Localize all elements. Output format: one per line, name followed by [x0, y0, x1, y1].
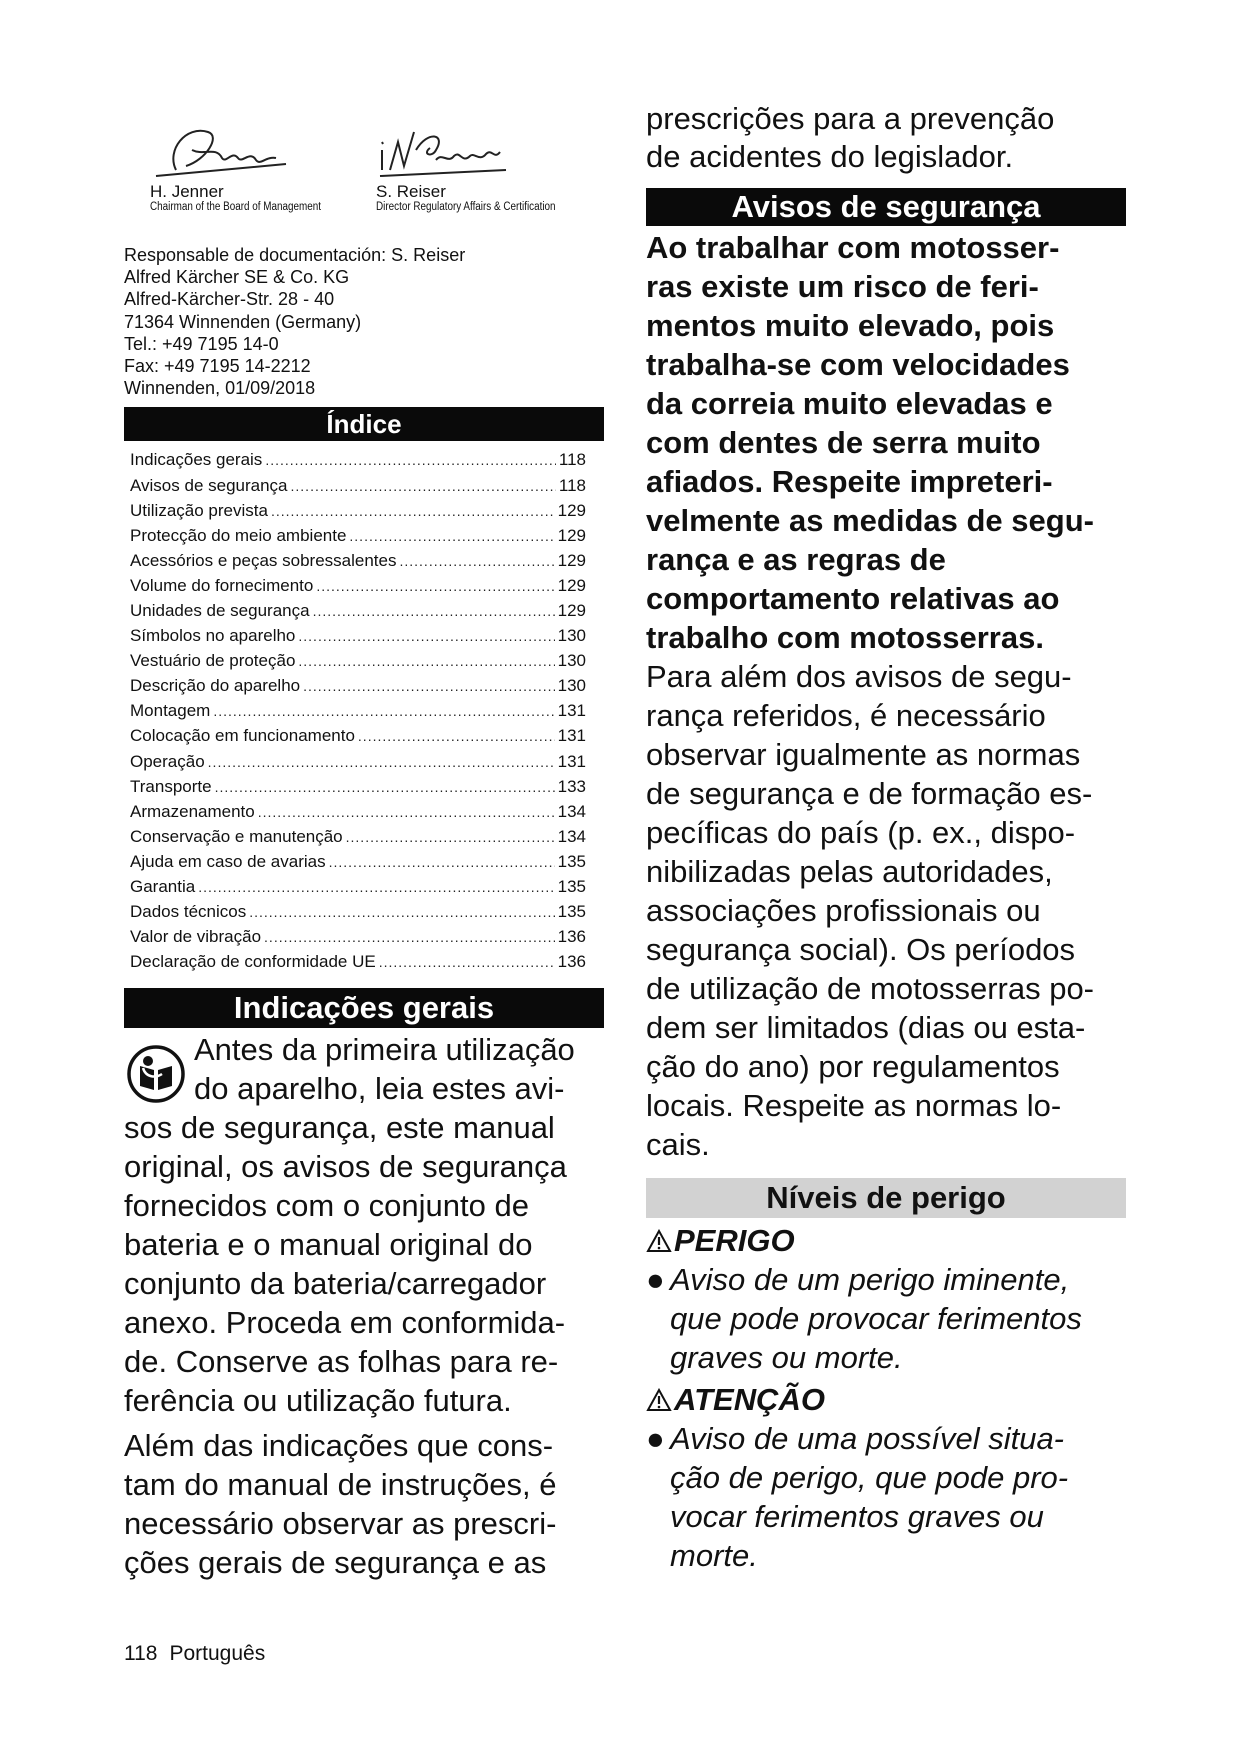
paragraph-line: nibilizadas pelas autoridades,: [646, 854, 1053, 889]
toc-entry[interactable]: [130, 498, 586, 523]
warning-line: rança e as regras de: [646, 542, 946, 577]
toc-entry[interactable]: [130, 523, 586, 548]
toc-entry-label: Armazenamento: [130, 801, 255, 821]
index-heading: Índice: [124, 407, 604, 441]
paragraph-line: ções gerais de segurança e as: [124, 1545, 547, 1581]
toc-entry-label: Declaração de conformidade UE: [130, 952, 376, 972]
toc-entry[interactable]: [130, 799, 586, 824]
toc-entry[interactable]: [130, 548, 586, 573]
toc-entry[interactable]: [130, 849, 586, 874]
toc-entry[interactable]: [130, 899, 586, 924]
safety-heading: Avisos de segurança: [646, 188, 1126, 226]
toc-entry[interactable]: [130, 874, 586, 899]
toc-entry-label: Utilização prevista: [130, 500, 268, 520]
toc-entry-label: Volume do fornecimento: [130, 575, 314, 595]
warning-line: Ao trabalhar com motosser-: [646, 230, 1060, 265]
safety-bold-warning: [646, 228, 1126, 657]
toc-leader-dots: [313, 599, 555, 624]
toc-entry[interactable]: [130, 598, 586, 623]
toc-leader-dots: [349, 524, 554, 549]
intro-line: ferência ou utilização futura.: [124, 1383, 512, 1419]
paragraph-line: necessário observar as prescri-: [124, 1506, 557, 1542]
page-number: 118: [124, 1642, 158, 1665]
intro-line: original, os avisos de segurança: [124, 1149, 567, 1185]
danger-level-text: graves ou morte.: [670, 1340, 903, 1375]
danger-level-text: Aviso de um perigo iminente,: [670, 1262, 1070, 1297]
responsible-line: 71364 Winnenden (Germany): [124, 311, 362, 332]
toc-entry[interactable]: [130, 949, 586, 974]
toc-entry-page: 118: [558, 475, 586, 495]
toc-entry-label: Acessórios e peças sobressalentes: [130, 550, 397, 570]
toc-leader-dots: [249, 900, 554, 925]
paragraph-line: tam do manual de instruções, é: [124, 1467, 557, 1503]
page-footer: [124, 1641, 265, 1667]
signature-name: H. Jenner: [150, 182, 224, 201]
toc-leader-dots: [358, 724, 555, 749]
toc-entry-label: Avisos de segurança: [130, 475, 288, 495]
toc-entry-page: 118: [558, 450, 586, 470]
signature-block: [124, 120, 604, 238]
warning-line: da correia muito elevadas e: [646, 386, 1053, 421]
intro-line: conjunto da bateria/carregador: [124, 1266, 547, 1302]
toc-leader-dots: [329, 850, 555, 875]
paragraph-line: segurança social). Os períodos: [646, 932, 1076, 967]
paragraph-line: rança referidos, é necessário: [646, 698, 1046, 733]
toc-entry-page: 136: [557, 927, 586, 947]
danger-level-text: Aviso de uma possível situa-: [670, 1421, 1065, 1456]
toc-entry-page: 134: [557, 801, 586, 821]
warning-line: comportamento relativas ao: [646, 581, 1060, 616]
toc-leader-dots: [213, 699, 554, 724]
toc-entry[interactable]: [130, 824, 586, 849]
toc-entry-page: 135: [557, 877, 586, 897]
toc-entry-label: Unidades de segurança: [130, 600, 310, 620]
warning-line: mentos muito elevado, pois: [646, 308, 1055, 343]
toc-leader-dots: [271, 499, 555, 524]
table-of-contents: [124, 447, 604, 974]
general-intro: [124, 1030, 604, 1420]
warning-line: velmente as medidas de segu-: [646, 503, 1094, 538]
responsible-line: Alfred Kärcher SE & Co. KG: [124, 267, 350, 288]
intro-line: fornecidos com o conjunto de: [124, 1188, 529, 1224]
toc-entry[interactable]: [130, 749, 586, 774]
toc-entry-label: Protecção do meio ambiente: [130, 525, 347, 545]
continuation-text: [646, 100, 1126, 176]
warning-line: trabalha-se com velocidades: [646, 347, 1070, 382]
danger-level-text: ção de perigo, que pode pro-: [670, 1460, 1069, 1495]
toc-entry-page: 129: [557, 550, 586, 570]
signature-role: Director Regulatory Affairs & Certification: [376, 201, 556, 213]
signature-jenner: [146, 120, 349, 213]
warning-line: afiados. Respeite impreteri-: [646, 464, 1053, 499]
toc-entry-label: Montagem: [130, 701, 211, 721]
general-paragraph-2: [124, 1426, 604, 1582]
toc-leader-dots: [291, 474, 556, 499]
danger-level-label: PERIGO: [674, 1223, 795, 1258]
danger-level-text: vocar ferimentos graves ou: [670, 1499, 1044, 1534]
paragraph-line: Para além dos avisos de segu-: [646, 659, 1072, 694]
toc-entry-label: Conservação e manutenção: [130, 826, 343, 846]
paragraph-line: prescrições para a prevenção: [646, 101, 1055, 136]
toc-entry-page: 131: [557, 726, 586, 746]
toc-entry-label: Símbolos no aparelho: [130, 626, 296, 646]
intro-line: de. Conserve as folhas para re-: [124, 1344, 559, 1380]
toc-entry-label: Vestuário de proteção: [130, 651, 296, 671]
warning-line: com dentes de serra muito: [646, 425, 1041, 460]
signature-name: S. Reiser: [376, 182, 446, 201]
paragraph-line: associações profissionais ou: [646, 893, 1041, 928]
toc-entry-label: Transporte: [130, 776, 212, 796]
toc-leader-dots: [316, 574, 554, 599]
danger-level-text: morte.: [670, 1538, 758, 1573]
danger-level-text: que pode provocar ferimentos: [670, 1301, 1082, 1336]
toc-leader-dots: [399, 549, 554, 574]
warning-line: ras existe um risco de feri-: [646, 269, 1039, 304]
toc-leader-dots: [208, 750, 555, 775]
signature-role: Chairman of the Board of Management: [150, 201, 321, 213]
intro-line: Antes da primeira utilização: [194, 1032, 575, 1068]
handwritten-signature-jenner: [146, 120, 296, 182]
toc-entry-label: Valor de vibração: [130, 927, 262, 947]
intro-line: do aparelho, leia estes avi-: [194, 1071, 565, 1107]
toc-entry[interactable]: [130, 723, 586, 748]
paragraph-line: dem ser limitados (dias ou esta-: [646, 1010, 1086, 1045]
responsible-line: Winnenden, 01/09/2018: [124, 378, 316, 399]
intro-line: sos de segurança, este manual: [124, 1110, 555, 1146]
toc-entry-page: 129: [557, 575, 586, 595]
toc-entry-page: 130: [557, 626, 586, 646]
toc-entry-page: 129: [557, 525, 586, 545]
left-column: [124, 120, 604, 1582]
warning-triangle-icon: [646, 1388, 672, 1412]
toc-entry-page: 131: [557, 701, 586, 721]
danger-level-label: ATENÇÃO: [674, 1382, 825, 1417]
toc-leader-dots: [258, 800, 555, 825]
intro-line: bateria e o manual original do: [124, 1227, 533, 1263]
handwritten-signature-reiser: [376, 120, 516, 182]
danger-level-atencao: [646, 1381, 1126, 1575]
intro-line: anexo. Proceda em conformida-: [124, 1305, 566, 1341]
toc-entry[interactable]: [130, 698, 586, 723]
toc-entry-label: Indicações gerais: [130, 450, 263, 470]
paragraph-line: Além das indicações que cons-: [124, 1428, 554, 1464]
responsible-line: Fax: +49 7195 14-2212: [124, 356, 311, 377]
toc-entry[interactable]: [130, 774, 586, 799]
toc-entry-page: 135: [557, 902, 586, 922]
general-heading: Indicações gerais: [124, 988, 604, 1028]
toc-entry-page: 129: [557, 500, 586, 520]
toc-entry-label: Colocação em funcionamento: [130, 726, 355, 746]
toc-entry[interactable]: [130, 648, 586, 673]
paragraph-line: de segurança e de formação es-: [646, 776, 1093, 811]
bullet-icon: ●: [646, 1262, 665, 1297]
toc-entry[interactable]: [130, 924, 586, 949]
warning-line: trabalho com motosserras.: [646, 620, 1044, 655]
toc-entry-page: 129: [557, 600, 586, 620]
warning-triangle-icon: [646, 1229, 672, 1253]
right-column: [646, 100, 1126, 1575]
responsible-line: Responsable de documentación: S. Reiser: [124, 245, 466, 265]
toc-leader-dots: [265, 448, 556, 473]
toc-entry[interactable]: [130, 447, 586, 472]
toc-entry-page: 130: [557, 651, 586, 671]
toc-leader-dots: [303, 674, 555, 699]
toc-entry-page: 131: [557, 751, 586, 771]
toc-entry-page: 130: [557, 676, 586, 696]
toc-entry-label: Garantia: [130, 877, 196, 897]
read-manual-icon: [126, 1044, 186, 1113]
bullet-icon: ●: [646, 1421, 665, 1456]
paragraph-line: ção do ano) por regulamentos: [646, 1049, 1060, 1084]
paragraph-line: observar igualmente as normas: [646, 737, 1081, 772]
toc-leader-dots: [298, 649, 554, 674]
toc-leader-dots: [379, 950, 555, 975]
paragraph-line: locais. Respeite as normas lo-: [646, 1088, 1062, 1123]
toc-entry[interactable]: [130, 473, 586, 498]
safety-body: [646, 657, 1126, 1164]
toc-entry-page: 133: [557, 776, 586, 796]
toc-entry-label: Ajuda em caso de avarias: [130, 851, 326, 871]
toc-entry-label: Descrição do aparelho: [130, 676, 301, 696]
signature-reiser: [376, 120, 585, 213]
toc-leader-dots: [298, 624, 554, 649]
toc-entry-page: 134: [557, 826, 586, 846]
toc-leader-dots: [198, 875, 554, 900]
toc-entry-label: Operação: [130, 751, 205, 771]
toc-entry-label: Dados técnicos: [130, 902, 247, 922]
responsible-line: Tel.: +49 7195 14-0: [124, 333, 279, 354]
toc-entry[interactable]: [130, 573, 586, 598]
responsible-block: [124, 244, 604, 399]
toc-entry[interactable]: [130, 673, 586, 698]
toc-leader-dots: [264, 925, 555, 950]
toc-leader-dots: [215, 775, 555, 800]
toc-entry-page: 135: [557, 851, 586, 871]
danger-level-perigo: [646, 1222, 1126, 1377]
toc-entry-page: 136: [557, 952, 586, 972]
paragraph-line: pecíficas do país (p. ex., dispo-: [646, 815, 1076, 850]
responsible-line: Alfred-Kärcher-Str. 28 - 40: [124, 289, 335, 310]
danger-levels-heading: Níveis de perigo: [646, 1178, 1126, 1218]
footer-language: Português: [169, 1642, 266, 1665]
toc-leader-dots: [346, 825, 555, 850]
paragraph-line: cais.: [646, 1127, 710, 1162]
toc-entry[interactable]: [130, 623, 586, 648]
paragraph-line: de utilização de motosserras po-: [646, 971, 1095, 1006]
paragraph-line: de acidentes do legislador.: [646, 139, 1014, 174]
